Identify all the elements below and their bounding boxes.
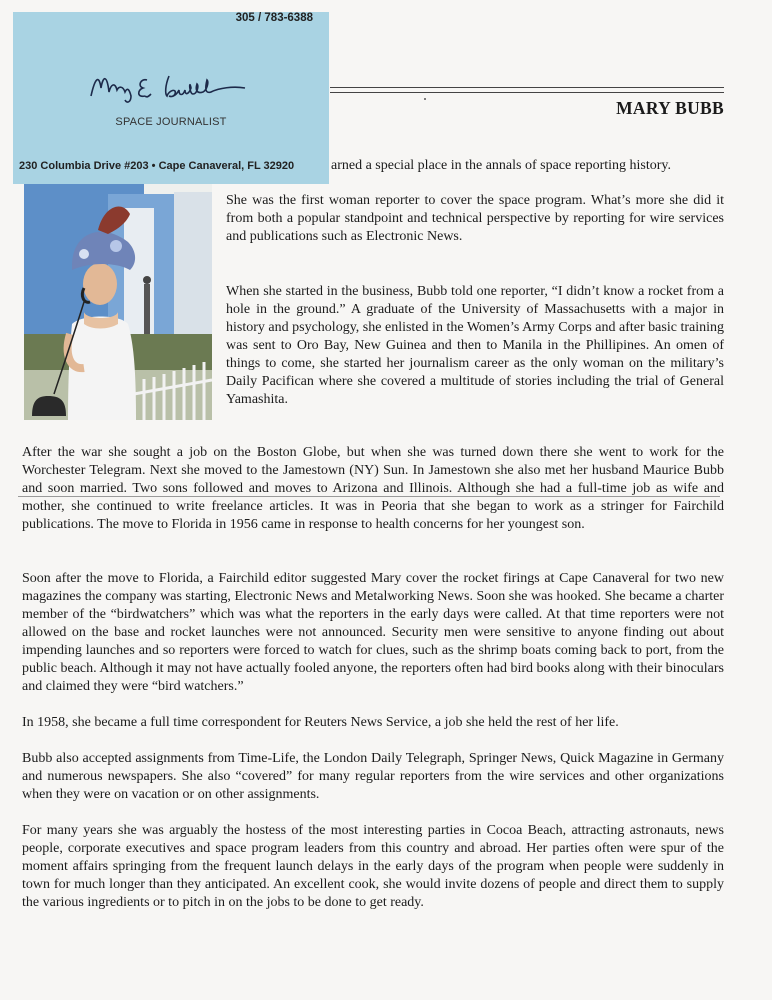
paragraph-6: Bubb also accepted assignments from Time-Life, the London Daily Telegraph, Springer News, Quick Magazine in Germany and numerous newspapers. She also “covered” for many regular reporters from the wire services and other organizations when they were on vacation or on other assignments.: [22, 751, 724, 802]
header-rule-top: [330, 87, 724, 88]
paragraph-7: For many years she was arguably the hostess of the most interesting parties in Cocoa Beach, attracting astronauts, news people, corporate executives and space program leaders from this country and abroad. Her parties often were spur of the moment affairs springing from the frequent launch delays in the early days of the program when people were suddenly in town for much longer than they anticipated. An excellent cook, she would invite dozens of people and direct them to supply the various ingredients or to pitch in on the jobs to be done to get ready.: [22, 823, 724, 910]
portrait-photo: [24, 184, 212, 420]
header-rule-bottom: [330, 92, 724, 93]
signature-icon: [85, 66, 265, 106]
paragraph-5: In 1958, she became a full time correspondent for Reuters News Service, a job she held the rest of her life.: [22, 715, 619, 730]
stray-rule: [18, 496, 720, 497]
paragraph-1: She was the first woman reporter to cover the space program. What’s more she did it from both a popular standpoint and technical perspective by reporting for wire services and publications such as Electronic News.: [226, 193, 724, 244]
business-card: [13, 12, 329, 184]
card-address: 230 Columbia Drive #203 • Cape Canaveral, FL 32920: [19, 160, 295, 172]
page-title: MARY BUBB: [616, 98, 724, 118]
paragraph-2: When she started in the business, Bubb told one reporter, “I didn’t know a rocket from a hole in the ground.” A graduate of the University of Massachusetts with a major in history and psychology, she enlisted in the Women’s Army Corps and after basic training was sent to Oro Bay, New Guinea and then to Manila in the Phillipines. An omen of things to come, she started her journalism career as the only woman on the military’s Daily Pacifican where she covered a multitude of stories including the trial of General Yamashita.: [226, 284, 724, 407]
card-title: SPACE JOURNALIST: [115, 116, 227, 128]
paragraph-3: After the war she sought a job on the Boston Globe, but when she was turned down there she went to work for the Worchester Telegram. Next she moved to the Jamestown (NY) Sun. In Jamestown she also met her husband Maurice Bubb and soon married. Two sons followed and moves to Arizona and Illinois. Although she had a full-time job as wife and mother, she continued to write freelance articles. It was in Peoria that she began to work as a stringer for Fairchild publications. The move to Florida in 1956 came in response to health concerns for her youngest son.: [22, 445, 724, 532]
card-phone: 305 / 783-6388: [235, 12, 313, 24]
lead-sentence: arned a special place in the annals of space reporting history.: [331, 158, 672, 173]
paragraph-4: Soon after the move to Florida, a Fairchild editor suggested Mary cover the rocket firings at Cape Canaveral for two new magazines the company was starting, Electronic News and Metalworking News. Soon she was hooked. She became a charter member of the “birdwatchers” which was what the reporters in the early days were called. At that time reporters were not allowed on the base and rocket launches were not announced. Security men were sensitive to anyone finding out about impending launches and so reporters were forced to watch for clues, such as the shrimp boats coming back to port, from the public beach. Although it may not have actually fooled anyone, the reporters often had bird books along with their binoculars and claimed they were “bird watchers.”: [22, 571, 724, 694]
speck: [424, 98, 426, 100]
